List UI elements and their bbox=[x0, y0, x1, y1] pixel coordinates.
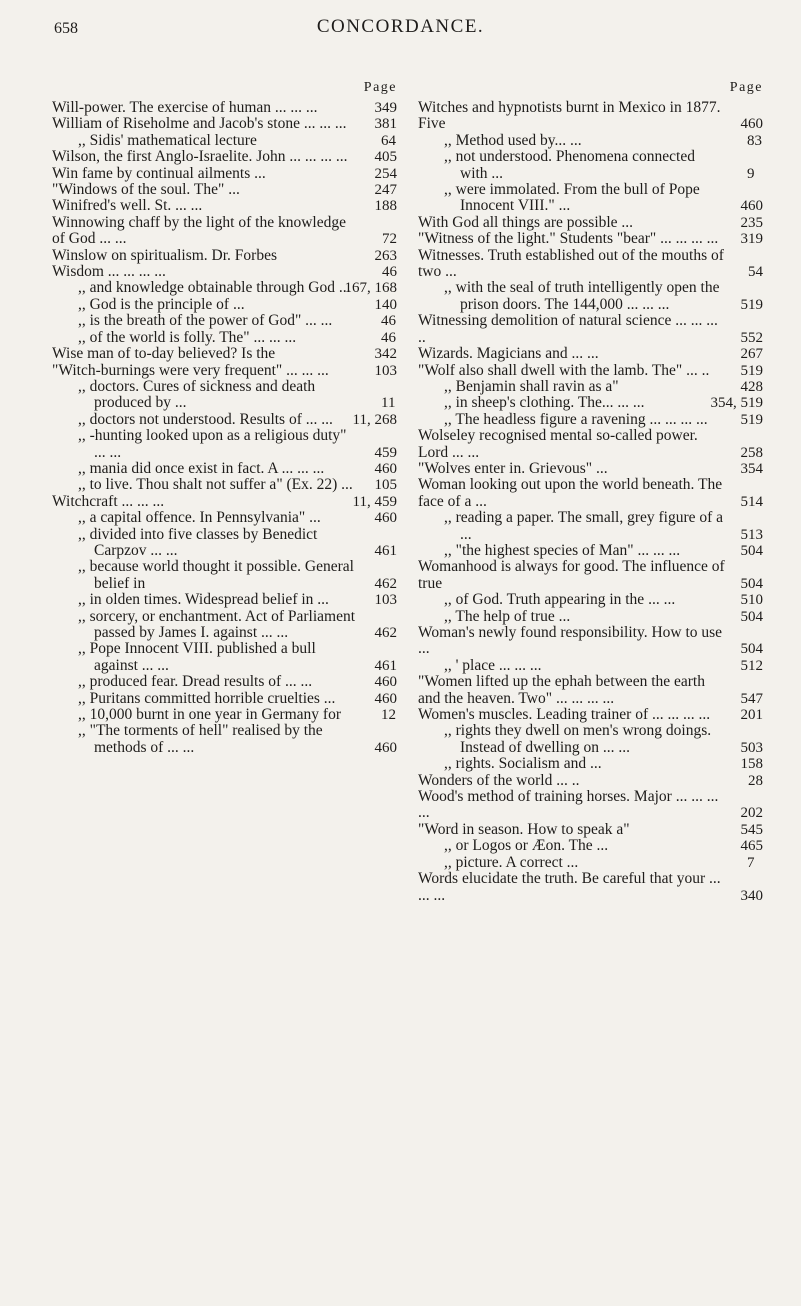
entry-page-ref: 11, 459 bbox=[352, 493, 397, 510]
entry-term: Witnessing demolition of natural science ... ... ... .. bbox=[418, 312, 718, 346]
entry-term: ,, in sheep's clothing. The... ... ... bbox=[444, 394, 645, 412]
entry-term: ,, mania did once exist in fact. A ... ... ... bbox=[78, 459, 325, 477]
entry-page-ref: 11, 268 bbox=[352, 411, 397, 428]
entry-page-ref: 503 bbox=[740, 739, 763, 756]
entry-page-ref: 267 bbox=[740, 346, 763, 363]
entry-term: "Word in season. How to speak a" bbox=[418, 820, 630, 838]
entry-term: "Women lifted up the ephah between the earth and the heaven. Two" ... ... ... ... bbox=[418, 673, 705, 707]
entry-term: Win fame by continual ailments ... bbox=[52, 164, 266, 182]
entry-term: ,, is the breath of the power of God" ... ... bbox=[78, 312, 333, 330]
column-header bbox=[52, 80, 397, 100]
index-entry bbox=[418, 723, 763, 756]
index-entry bbox=[52, 215, 397, 248]
entry-page-ref: 513 bbox=[740, 526, 763, 543]
entry-term: ,, or Logos or Æon. The ... bbox=[444, 837, 609, 855]
index-entry bbox=[418, 428, 763, 461]
entry-list bbox=[418, 100, 763, 904]
index-entry bbox=[52, 264, 397, 280]
index-entry bbox=[418, 773, 763, 789]
index-entry bbox=[418, 346, 763, 362]
entry-page-ref: 158 bbox=[740, 756, 763, 773]
entry-page-ref: 519 bbox=[740, 362, 763, 379]
index-entry bbox=[418, 215, 763, 231]
entry-page-ref: 140 bbox=[374, 296, 397, 313]
index-entry bbox=[418, 625, 763, 658]
entry-term: ,, The help of true ... bbox=[444, 607, 571, 625]
index-entry bbox=[418, 280, 763, 313]
entry-term: ,, not understood. Phenomena connected with ... bbox=[444, 148, 695, 182]
index-entry bbox=[52, 149, 397, 165]
entry-page-ref: 459 bbox=[374, 444, 397, 461]
entry-term: Witchcraft ... ... ... bbox=[52, 492, 165, 510]
index-entry bbox=[52, 723, 397, 756]
entry-page-ref: 428 bbox=[740, 378, 763, 395]
entry-page-ref: 235 bbox=[740, 214, 763, 231]
index-entry bbox=[418, 707, 763, 723]
entry-page-ref: 465 bbox=[740, 838, 763, 855]
index-entry: ,, is the breath of the power of God" ... ... 46 bbox=[78, 312, 396, 330]
index-entry: ,, of the world is folly. The" ... ... ... 46 bbox=[78, 328, 396, 346]
index-entry bbox=[52, 494, 397, 510]
index-entry bbox=[52, 198, 397, 214]
entry-page-ref: 552 bbox=[740, 329, 763, 346]
entry-term: ,, of the world is folly. The" ... ... ... bbox=[78, 328, 297, 346]
entry-page-ref: 201 bbox=[740, 707, 763, 724]
entry-term: "Wolves enter in. Grievous" ... bbox=[418, 459, 608, 477]
column-header bbox=[418, 80, 763, 100]
entry-page-ref: 512 bbox=[740, 657, 763, 674]
index-entry bbox=[418, 559, 763, 592]
index-entry bbox=[52, 477, 397, 493]
index-entry bbox=[52, 297, 397, 313]
entry-page-ref: 349 bbox=[374, 100, 397, 116]
entry-page-ref: 504 bbox=[740, 641, 763, 658]
entry-page-ref: 547 bbox=[740, 690, 763, 707]
entry-page-ref: 462 bbox=[374, 625, 397, 641]
entry-term: ,, because world thought it possible. General belief in bbox=[78, 558, 354, 592]
entry-term: ,, Method used by... ... bbox=[444, 131, 582, 149]
entry-term: Winifred's well. St. ... ... bbox=[52, 197, 203, 215]
entry-term: ,, doctors not understood. Results of ... ... bbox=[78, 410, 333, 428]
entry-term: ,, Puritans committed horrible cruelties ... bbox=[78, 689, 336, 707]
entry-term: Wonders of the world ... .. bbox=[418, 771, 580, 789]
entry-term: ,, ' place ... ... ... bbox=[444, 656, 542, 674]
entry-term: ,, Benjamin shall ravin as a" bbox=[444, 377, 619, 395]
running-title: CONCORDANCE. bbox=[316, 16, 485, 37]
entry-page-ref: 105 bbox=[374, 477, 397, 494]
index-entry: ,, doctors. Cures of sickness and death produced by ... 11 bbox=[78, 377, 396, 412]
entry-term: ,, a capital offence. In Pennsylvania" ... bbox=[78, 509, 321, 527]
entry-term: ,, picture. A correct ... bbox=[444, 853, 579, 871]
entry-term: Witches and hypnotists burnt in Mexico in 1877. Five bbox=[418, 99, 721, 133]
index-entry bbox=[418, 313, 763, 346]
entry-page-ref: 460 bbox=[740, 198, 763, 215]
entry-term: William of Riseholme and Jacob's stone ... ... ... bbox=[52, 115, 347, 133]
entry-term: Wise man of to-day believed? Is the bbox=[52, 345, 276, 363]
entry-term: ,, -hunting looked upon as a religious duty" ... ... bbox=[78, 427, 347, 461]
index-column-left bbox=[52, 80, 397, 756]
entry-term: Winslow on spiritualism. Dr. Forbes bbox=[52, 246, 277, 264]
index-entry bbox=[52, 248, 397, 264]
entry-term: ,, "The torments of hell" realised by the methods of ... ... bbox=[78, 722, 323, 756]
entry-term: "Wolf also shall dwell with the lamb. The" ... .. bbox=[418, 361, 710, 379]
entry-page-ref: 504 bbox=[740, 608, 763, 625]
index-entry bbox=[418, 592, 763, 608]
index-entry bbox=[418, 822, 763, 838]
entry-term: ,, produced fear. Dread results of ... ... bbox=[78, 673, 313, 691]
index-entry bbox=[418, 658, 763, 674]
index-entry bbox=[52, 412, 397, 428]
index-entry bbox=[418, 477, 763, 510]
entry-page-ref: 258 bbox=[740, 444, 763, 461]
entry-page-ref: 460 bbox=[374, 690, 397, 707]
index-entry bbox=[418, 871, 763, 904]
entry-page-ref: 460 bbox=[740, 116, 763, 133]
index-entry bbox=[418, 510, 763, 543]
index-entry bbox=[52, 641, 397, 674]
index-entry bbox=[52, 559, 397, 592]
entry-page-ref: 28 bbox=[748, 772, 763, 789]
entry-term: Wolseley recognised mental so-called power. Lord ... ... bbox=[418, 427, 698, 461]
index-entry bbox=[418, 182, 763, 215]
index-entry bbox=[52, 116, 397, 132]
index-entry: ,, not understood. Phenomena connected with ... 9 bbox=[444, 148, 755, 182]
entry-page-ref: 461 bbox=[374, 657, 397, 674]
entry-term: Witnesses. Truth established out of the mouths of two ... bbox=[418, 246, 724, 281]
entry-page-ref: 254 bbox=[374, 165, 397, 182]
index-entry bbox=[418, 543, 763, 559]
page-header bbox=[0, 0, 801, 60]
entry-page-ref: 381 bbox=[374, 116, 397, 133]
entry-page-ref: 354, 519 bbox=[710, 395, 763, 412]
entry-term: Wood's method of training horses. Major ... ... ... ... bbox=[418, 788, 719, 822]
entry-term: ,, and knowledge obtainable through God ... bbox=[78, 279, 351, 297]
entry-term: Wisdom ... ... ... ... bbox=[52, 263, 166, 281]
index-entry bbox=[52, 166, 397, 182]
entry-page-ref: 519 bbox=[740, 411, 763, 428]
index-entry bbox=[52, 280, 397, 296]
entry-term: ,, divided into five classes by Benedict Carpzov ... ... bbox=[78, 525, 318, 559]
entry-term: ,, sorcery, or enchantment. Act of Parliament passed by James I. against ... ... bbox=[78, 607, 356, 641]
index-entry bbox=[418, 609, 763, 625]
entry-term: Women's muscles. Leading trainer of ... ... ... ... bbox=[418, 706, 711, 724]
index-entry bbox=[418, 838, 763, 854]
entry-term: ,, with the seal of truth intelligently open the prison doors. The 144,000 ... ... ... bbox=[444, 279, 720, 313]
entry-page-ref: 460 bbox=[374, 460, 397, 477]
index-entry bbox=[52, 100, 397, 116]
index-entry: ,, picture. A correct ... 7 bbox=[444, 853, 755, 871]
entry-term: ,, doctors. Cures of sickness and death produced by ... bbox=[78, 377, 316, 412]
entry-term: Wilson, the first Anglo-Israelite. John ... ... ... ... bbox=[52, 148, 348, 166]
entry-term: "Witch-burnings were very frequent" ... ... ... bbox=[52, 361, 329, 379]
entry-page-ref: 354 bbox=[740, 460, 763, 477]
page-column-label: Page bbox=[729, 80, 763, 95]
index-entry bbox=[418, 248, 763, 281]
entry-term: Winnowing chaff by the light of the knowledge of God ... ... bbox=[52, 213, 346, 248]
entry-page-ref: 510 bbox=[740, 592, 763, 609]
entry-term: ,, 10,000 burnt in one year in Germany for bbox=[78, 706, 342, 724]
entry-page-ref: 103 bbox=[374, 362, 397, 379]
page-number: 658 bbox=[54, 20, 78, 37]
entry-page-ref: 504 bbox=[740, 575, 763, 592]
entry-term: "Windows of the soul. The" ... bbox=[52, 181, 240, 199]
index-entry: ,, Method used by... ... 83 bbox=[444, 131, 762, 149]
entry-term: Will-power. The exercise of human ... ... ... bbox=[52, 99, 318, 116]
index-entry: ,, 10,000 burnt in one year in Germany for 12 bbox=[78, 706, 396, 724]
index-entry bbox=[52, 592, 397, 608]
index-entry bbox=[52, 527, 397, 560]
entry-list bbox=[52, 100, 397, 756]
entry-page-ref: 460 bbox=[374, 739, 397, 756]
entry-page-ref: 519 bbox=[740, 296, 763, 313]
entry-term: ,, to live. Thou shalt not suffer a" (Ex. 22) ... bbox=[78, 476, 353, 494]
entry-page-ref: 167, 168 bbox=[344, 280, 397, 297]
index-entry bbox=[418, 395, 763, 411]
index-entry bbox=[52, 674, 397, 690]
index-entry bbox=[418, 756, 763, 772]
entry-page-ref: 202 bbox=[740, 805, 763, 822]
entry-page-ref: 504 bbox=[740, 542, 763, 559]
page-column-label: Page bbox=[363, 80, 397, 95]
index-entry bbox=[52, 609, 397, 642]
entry-page-ref: 54 bbox=[748, 264, 763, 281]
entry-term: Woman looking out upon the world beneath. The face of a ... bbox=[418, 476, 723, 510]
entry-page-ref: 460 bbox=[374, 510, 397, 527]
index-entry bbox=[418, 461, 763, 477]
index-entry bbox=[418, 674, 763, 707]
entry-page-ref: 103 bbox=[374, 592, 397, 609]
entry-page-ref: 461 bbox=[374, 542, 397, 559]
index-entry bbox=[52, 510, 397, 526]
entry-term: ,, rights. Socialism and ... bbox=[444, 755, 602, 773]
index-entry: ,, Sidis' mathematical lecture 64 bbox=[78, 131, 396, 149]
entry-term: Wizards. Magicians and ... ... bbox=[418, 345, 599, 363]
entry-term: Words elucidate the truth. Be careful that your ... ... ... bbox=[418, 870, 721, 904]
entry-term: ,, Sidis' mathematical lecture bbox=[78, 131, 257, 149]
entry-term: "Witness of the light." Students "bear" ... ... ... ... bbox=[418, 230, 719, 248]
entry-term: ,, rights they dwell on men's wrong doings. Instead of dwelling on ... ... bbox=[444, 722, 712, 756]
entry-term: ,, in olden times. Widespread belief in ... bbox=[78, 591, 329, 609]
entry-page-ref: 405 bbox=[374, 149, 397, 166]
index-entry bbox=[52, 346, 397, 362]
index-entry bbox=[418, 100, 763, 133]
entry-page-ref: 514 bbox=[740, 493, 763, 510]
index-entry bbox=[418, 789, 763, 822]
index-entry bbox=[418, 231, 763, 247]
entry-page-ref: 247 bbox=[374, 182, 397, 199]
entry-page-ref: 460 bbox=[374, 674, 397, 691]
index-entry bbox=[52, 182, 397, 198]
entry-term: ,, The headless figure a ravening ... ... ... ... bbox=[444, 410, 708, 428]
entry-page-ref: 545 bbox=[740, 821, 763, 838]
entry-page-ref: 340 bbox=[740, 887, 763, 904]
entry-term: ,, were immolated. From the bull of Pope Innocent VIII." ... bbox=[444, 181, 700, 215]
index-entry bbox=[52, 691, 397, 707]
index-entry bbox=[52, 461, 397, 477]
entry-term: ,, reading a paper. The small, grey figure of a ... bbox=[444, 509, 724, 543]
entry-term: ,, "the highest species of Man" ... ... ... bbox=[444, 541, 681, 559]
entry-term: ,, God is the principle of ... bbox=[78, 295, 245, 313]
entry-page-ref: 342 bbox=[374, 346, 397, 363]
index-entry bbox=[52, 363, 397, 379]
entry-page-ref: 263 bbox=[374, 247, 397, 264]
entry-term: ,, Pope Innocent VIII. published a bull against ... ... bbox=[78, 640, 316, 674]
entry-term: Womanhood is always for good. The influence of true bbox=[418, 558, 725, 592]
index-column-right bbox=[418, 80, 763, 904]
entry-page-ref: 46 bbox=[382, 264, 397, 281]
entry-page-ref: 72 bbox=[382, 231, 397, 248]
index-entry bbox=[52, 428, 397, 461]
index-entry bbox=[418, 363, 763, 379]
entry-page-ref: 319 bbox=[740, 231, 763, 248]
index-entry bbox=[418, 379, 763, 395]
entry-page-ref: 188 bbox=[374, 198, 397, 215]
entry-term: ,, of God. Truth appearing in the ... ... bbox=[444, 591, 676, 609]
entry-term: With God all things are possible ... bbox=[418, 213, 634, 231]
entry-term: Woman's newly found responsibility. How to use ... bbox=[418, 624, 723, 658]
entry-page-ref: 462 bbox=[374, 575, 397, 592]
index-entry bbox=[418, 412, 763, 428]
